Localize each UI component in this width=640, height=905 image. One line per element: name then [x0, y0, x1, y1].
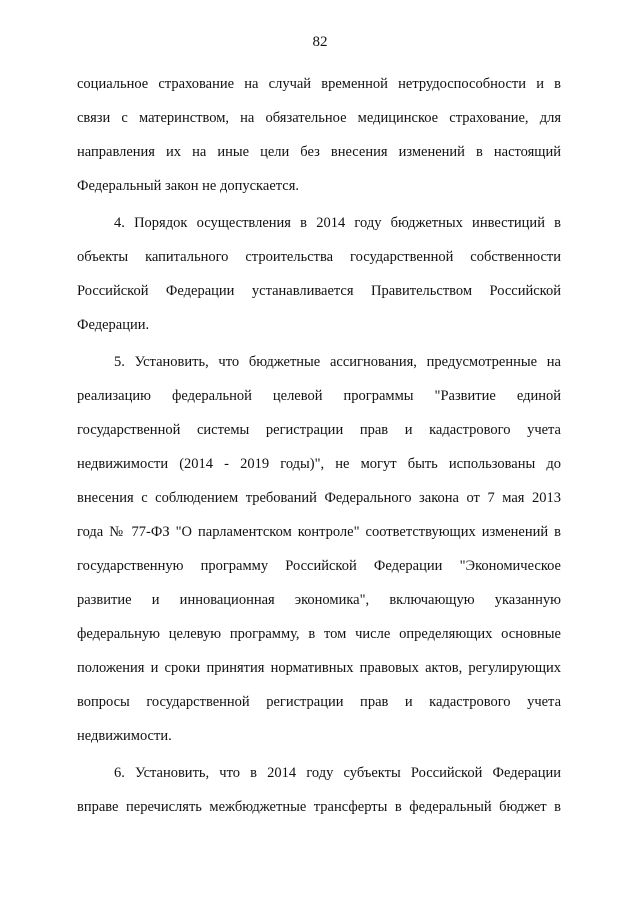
text-line: реализацию федеральной целевой программы "Развитие единой — [77, 388, 561, 404]
text-line: года № 77-ФЗ "О парламентском контроле" соответствующих изменений в — [77, 524, 561, 540]
text-line: направления их на иные цели без внесения изменений в настоящий — [77, 144, 561, 160]
text-line: вопросы государственной регистрации прав и кадастрового учета — [77, 694, 561, 710]
paragraph-item-4 — [77, 206, 561, 342]
text-line: Федерации. — [77, 317, 150, 333]
text-line: недвижимости (2014 - 2019 годы)", не могут быть использованы до — [77, 456, 561, 472]
text-line: Федеральный закон не допускается. — [77, 178, 300, 194]
text-line: 4. Порядок осуществления в 2014 году бюджетных инвестиций в — [114, 215, 561, 231]
text-line: федеральную целевую программу, в том числе определяющих основные — [77, 626, 561, 642]
text-line: 5. Установить, что бюджетные ассигнования, предусмотренные на — [114, 354, 561, 370]
paragraph-item-6 — [77, 756, 561, 824]
page-number: 82 — [312, 34, 328, 50]
text-line: развитие и инновационная экономика", включающую указанную — [77, 592, 561, 608]
text-line: социальное страхование на случай временной нетрудоспособности и в — [77, 76, 561, 92]
text-line: положения и сроки принятия нормативных правовых актов, регулирующих — [77, 660, 561, 676]
text-line: недвижимости. — [77, 728, 172, 744]
text-line: 6. Установить, что в 2014 году субъекты Российской Федерации — [114, 765, 561, 781]
paragraph-item-5 — [77, 345, 561, 753]
text-line: государственную программу Российской Федерации "Экономическое — [77, 558, 561, 574]
text-line: внесения с соблюдением требований Федерального закона от 7 мая 2013 — [77, 490, 561, 506]
text-line: вправе перечислять межбюджетные трансферты в федеральный бюджет в — [77, 799, 561, 815]
text-line: государственной системы регистрации прав и кадастрового учета — [77, 422, 561, 438]
text-line: объекты капитального строительства государственной собственности — [77, 249, 561, 265]
document-body — [77, 67, 561, 824]
paragraph-continuation — [77, 67, 561, 203]
text-line: Российской Федерации устанавливается Правительством Российской — [77, 283, 561, 299]
text-line: связи с материнством, на обязательное медицинское страхование, для — [77, 110, 561, 126]
